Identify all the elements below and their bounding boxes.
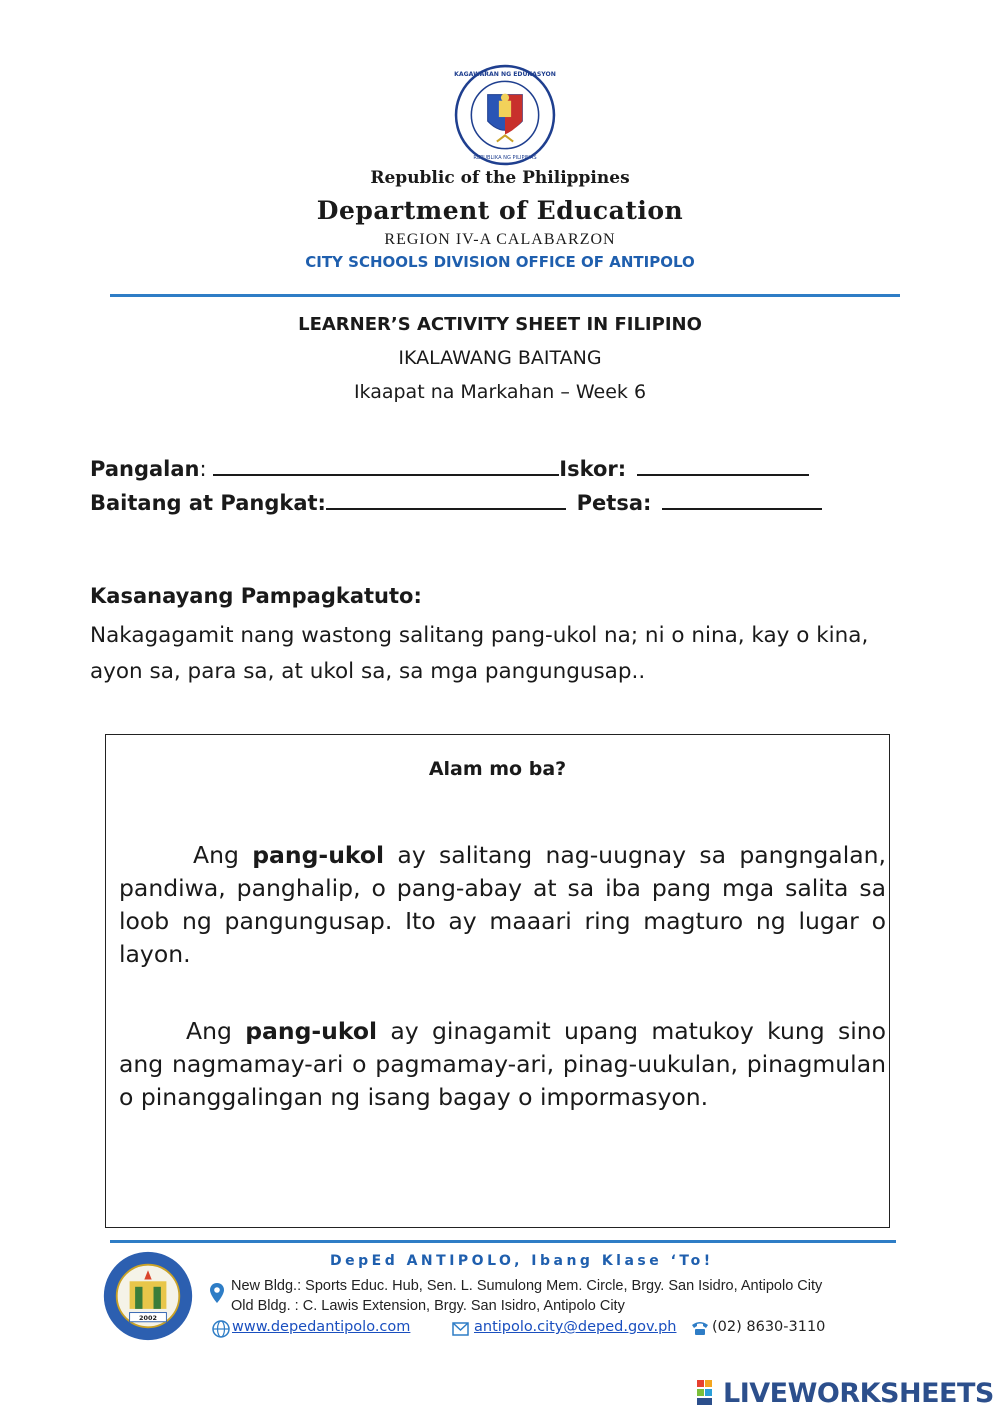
svg-text:REPUBLIKA NG PILIPINAS: REPUBLIKA NG PILIPINAS bbox=[473, 154, 537, 161]
mail-icon bbox=[452, 1322, 469, 1336]
date-label: Petsa: bbox=[576, 491, 652, 515]
date-field[interactable] bbox=[662, 488, 822, 510]
seal-year: 2002 bbox=[139, 1313, 157, 1322]
grade-level: IKALAWANG BAITANG bbox=[398, 347, 602, 369]
competency-text: Nakagagamit nang wastong salitang pang-ukol na; ni o nina, kay o kina, ayon sa, para sa, at ukol sa, sa mga pangungusap.. bbox=[90, 623, 869, 684]
info-paragraph-2 bbox=[119, 1015, 886, 1114]
info-paragraph-1 bbox=[119, 839, 886, 971]
deped-seal-logo bbox=[454, 64, 556, 166]
info-box bbox=[105, 734, 890, 1228]
phone-number: (02) 8630-3110 bbox=[712, 1319, 826, 1335]
p1-body: ay salitang nag-uugnay sa pangngalan, pandiwa, panghalip, o pang-abay at sa iba pang mga salita sa loob ng pangungusap. Ito ay maaari ring magturo ng lugar o layon. bbox=[119, 841, 886, 968]
division-seal-logo bbox=[102, 1250, 194, 1342]
p2-body: ay ginagamit upang matukoy kung sino ang nagmamay-ari o pagmamay-ari, pinag-uukulan, pinagmulan o pinanggalingan ng isang bagay o impormasyon. bbox=[119, 1017, 887, 1111]
republic-heading: Republic of the Philippines bbox=[370, 168, 630, 188]
score-field[interactable] bbox=[637, 454, 809, 476]
address-new-building: New Bldg.: Sports Educ. Hub, Sen. L. Sumulong Mem. Circle, Brgy. San Isidro, Antipolo City bbox=[231, 1278, 823, 1294]
competency-heading: Kasanayang Pampagkatuto: bbox=[90, 584, 422, 608]
website-link[interactable]: www.depedantipolo.com bbox=[232, 1319, 411, 1335]
phone-icon bbox=[690, 1320, 710, 1336]
email-link[interactable]: antipolo.city@deped.gov.ph bbox=[474, 1319, 677, 1335]
footer-divider bbox=[110, 1240, 896, 1243]
section-field[interactable] bbox=[326, 488, 566, 510]
p1-lead: Ang bbox=[193, 841, 253, 869]
svg-text:KAGAWARAN NG EDUKASYON: KAGAWARAN NG EDUKASYON bbox=[454, 71, 556, 79]
name-label: Pangalan bbox=[90, 457, 200, 481]
name-field[interactable] bbox=[213, 454, 559, 476]
header-divider bbox=[110, 294, 900, 297]
division-heading: CITY SCHOOLS DIVISION OFFICE OF ANTIPOLO bbox=[305, 253, 695, 271]
p1-keyword: pang-ukol bbox=[252, 841, 385, 869]
region-heading: REGION IV-A CALABARZON bbox=[384, 231, 616, 248]
info-box-title: Alam mo ba? bbox=[428, 758, 567, 780]
name-colon: : bbox=[199, 457, 207, 481]
footer-motto: DepEd ANTIPOLO, Ibang Klase ‘To! bbox=[330, 1253, 714, 1269]
sheet-title: LEARNER’S ACTIVITY SHEET IN FILIPINO bbox=[298, 314, 702, 335]
address-old-building: Old Bldg. : C. Lawis Extension, Brgy. San Isidro, Antipolo City bbox=[231, 1298, 625, 1314]
name-score-row bbox=[90, 454, 809, 481]
department-heading: Department of Education bbox=[316, 196, 684, 225]
p2-keyword: pang-ukol bbox=[245, 1017, 378, 1045]
globe-icon bbox=[212, 1320, 230, 1338]
quarter-week: Ikaapat na Markahan – Week 6 bbox=[353, 381, 647, 403]
score-label: Iskor: bbox=[559, 457, 627, 481]
liveworksheets-logo-icon bbox=[697, 1380, 721, 1406]
location-pin-icon bbox=[210, 1283, 224, 1303]
liveworksheets-watermark[interactable]: LIVEWORKSHEETS bbox=[723, 1378, 994, 1409]
p2-lead: Ang bbox=[186, 1017, 246, 1045]
section-date-row bbox=[90, 488, 822, 515]
section-label: Baitang at Pangkat: bbox=[90, 491, 326, 515]
